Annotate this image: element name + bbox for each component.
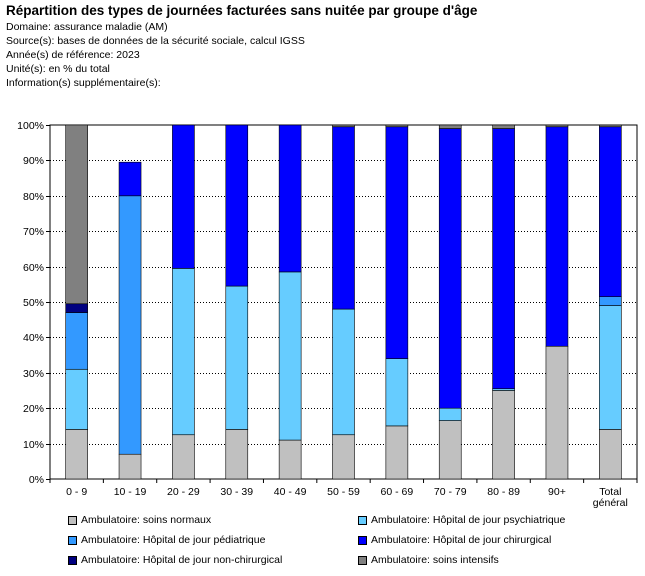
legend-item <box>68 514 358 526</box>
bar-segment <box>439 408 461 420</box>
bar-segment <box>66 429 88 479</box>
legend-swatch <box>68 536 77 545</box>
bar-segment <box>386 359 408 426</box>
bar-segment <box>333 125 355 127</box>
bar-segment <box>66 369 88 429</box>
bar-segment <box>279 125 301 272</box>
bar-segment <box>386 426 408 479</box>
legend-item <box>358 534 628 546</box>
legend-item <box>358 514 628 526</box>
bar-segment <box>493 391 515 480</box>
domain-line: Domaine: assurance maladie (AM) <box>6 21 168 33</box>
bar-segment <box>119 196 141 454</box>
bar-segment <box>279 272 301 440</box>
legend-item <box>358 554 628 566</box>
legend-label: Ambulatoire: Hôpital de jour non-chirurgical <box>81 554 283 566</box>
x-tick-label: Total général <box>592 486 628 509</box>
bar-segment <box>226 286 248 429</box>
bar-segment <box>493 125 515 129</box>
bar-segment <box>439 125 461 129</box>
bar-segment <box>226 429 248 479</box>
legend-label: Ambulatoire: Hôpital de jour pédiatrique <box>81 534 266 546</box>
bar-segment <box>279 440 301 479</box>
x-tick-label: 40 - 49 <box>273 486 307 498</box>
unit-line: Unité(s): en % du total <box>6 63 110 75</box>
bar-segment <box>172 268 194 434</box>
y-tick-label: 20% <box>22 403 44 415</box>
chart-title: Répartition des types de journées facturées sans nuitée par groupe d'âge <box>6 3 478 18</box>
y-tick-label: 100% <box>17 120 44 132</box>
bar-segment <box>66 313 88 370</box>
y-tick-label: 30% <box>22 368 44 380</box>
legend-swatch <box>358 516 367 525</box>
legend-item <box>68 554 358 566</box>
legend-swatch <box>358 536 367 545</box>
bar-segment <box>493 129 515 389</box>
x-tick-label: 70 - 79 <box>433 486 467 498</box>
bar-segment <box>333 435 355 479</box>
bar-segment <box>333 127 355 309</box>
legend-label: Ambulatoire: soins intensifs <box>371 554 499 566</box>
y-tick-label: 60% <box>22 262 44 274</box>
bar-segment <box>599 125 621 127</box>
bar-segment <box>66 125 88 304</box>
bar-segment <box>386 127 408 359</box>
bar-segment <box>599 297 621 306</box>
x-tick-label: 20 - 29 <box>167 486 200 498</box>
legend-swatch <box>68 556 77 565</box>
bar-segment <box>439 421 461 479</box>
x-tick-label: 90+ <box>548 486 566 498</box>
legend-label: Ambulatoire: Hôpital de jour chirurgical <box>371 534 552 546</box>
chart-legend <box>68 514 628 566</box>
bar-segment <box>439 129 461 409</box>
bar-segment <box>599 127 621 297</box>
x-tick-label: 10 - 19 <box>113 486 147 498</box>
y-tick-label: 50% <box>22 297 44 309</box>
y-tick-label: 80% <box>22 191 44 203</box>
bar-segment <box>172 125 194 268</box>
legend-item <box>68 534 358 546</box>
bar-segment <box>599 306 621 430</box>
x-tick-label: 80 - 89 <box>487 486 520 498</box>
y-tick-label: 10% <box>22 439 44 451</box>
y-tick-label: 40% <box>22 332 44 344</box>
bar-segment <box>386 125 408 127</box>
info-line: Information(s) supplémentaire(s): <box>6 77 161 89</box>
legend-swatch <box>358 556 367 565</box>
y-tick-label: 90% <box>22 155 44 167</box>
legend-label: Ambulatoire: soins normaux <box>81 514 212 526</box>
bar-segment <box>119 454 141 479</box>
bar-segment <box>66 304 88 313</box>
x-tick-label: 60 - 69 <box>380 486 414 498</box>
year-line: Année(s) de référence: 2023 <box>6 49 140 61</box>
bar-segment <box>172 435 194 479</box>
legend-label: Ambulatoire: Hôpital de jour psychiatrique <box>371 514 566 526</box>
bar-segment <box>226 125 248 286</box>
y-tick-label: 70% <box>22 226 44 238</box>
bar-segment <box>599 429 621 479</box>
x-tick-label: 0 - 9 <box>66 486 88 498</box>
x-tick-label: 30 - 39 <box>220 486 254 498</box>
y-tick-label: 0% <box>28 474 44 486</box>
bar-segment <box>546 125 568 127</box>
bar-segment <box>119 162 141 196</box>
x-tick-label: 50 - 59 <box>327 486 360 498</box>
bar-segment <box>333 309 355 435</box>
bar-segment <box>546 346 568 479</box>
bar-segment <box>546 127 568 346</box>
legend-swatch <box>68 516 77 525</box>
source-line: Source(s): bases de données de la sécurité sociale, calcul IGSS <box>6 35 305 47</box>
